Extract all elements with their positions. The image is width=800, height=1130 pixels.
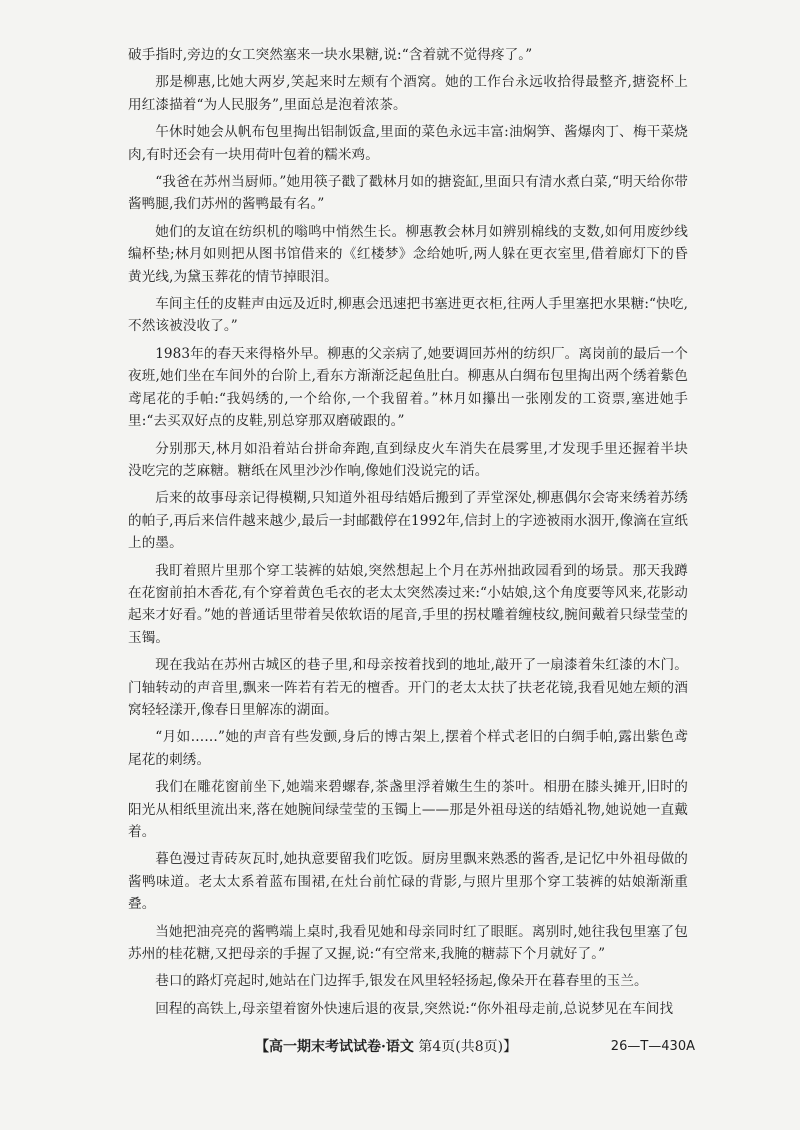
paragraph-12: “月如……”她的声音有些发颤,身后的博古架上,摆着个样式老旧的白绸手帕,露出紫色鸢尾花的刺绣。 <box>128 729 688 768</box>
paragraph-14: 暮色漫过青砖灰瓦时,她执意要留我们吃饭。厨房里飘来熟悉的酱香,是记忆中外祖母做的酱鸭味道。老太太系着蓝布围裙,在灶台前忙碌的背影,与照片里那个穿工装裤的姑娘渐渐重叠。 <box>128 851 688 913</box>
paragraph-3: 午休时她会从帆布包里掏出铝制饭盒,里面的菜色永远丰富:油焖笋、酱爆肉丁、梅干菜烧肉,有时还会有一块用荷叶包着的糯米鸡。 <box>128 124 688 163</box>
exam-code: 26—T—430A <box>610 1038 695 1054</box>
paragraph-9: 后来的故事母亲记得模糊,只知道外祖母结婚后搬到了弄堂深处,柳惠偶尔会寄来绣着苏绣的帕子,再后来信件越来越少,最后一封邮戳停在1992年,信封上的字迹被雨水洇开,像滴在宣纸上的墨。 <box>128 490 688 552</box>
paragraph-7: 1983年的春天来得格外早。柳惠的父亲病了,她要调回苏州的纺织厂。离岗前的最后一个夜班,她们坐在车间外的台阶上,看东方渐渐泛起鱼肚白。柳惠从白绸布包里掏出两个绣着紫色鸢尾花的手帕:“我妈绣的,一个给你,一个我留着。”林月如攥出一张刚发的工资票,塞进她手里:“去买双好点的皮鞋,别总穿那双磨破跟的。” <box>128 345 688 430</box>
paragraph-2: 那是柳惠,比她大两岁,笑起来时左颊有个酒窝。她的工作台永远收拾得最整齐,搪瓷杯上用红漆描着“为人民服务”,里面总是泡着浓茶。 <box>128 74 688 113</box>
page-number: 第4页(共8页)】 <box>418 1039 518 1055</box>
paragraph-4: “我爸在苏州当厨师。”她用筷子戳了戳林月如的搪瓷缸,里面只有清水煮白菜,“明天给你带酱鸭腿,我们苏州的酱鸭最有名。” <box>128 174 688 213</box>
paragraph-13: 我们在雕花窗前坐下,她端来碧螺春,茶盏里浮着嫩生生的茶叶。相册在膝头摊开,旧时的阳光从相纸里流出来,落在她腕间绿莹莹的玉镯上——那是外祖母送的结婚礼物,她说她一直戴着。 <box>128 779 688 840</box>
paragraph-16: 巷口的路灯亮起时,她站在门边挥手,银发在风里轻轻扬起,像朵开在暮春里的玉兰。 <box>155 973 648 990</box>
paragraph-15: 当她把油亮亮的酱鸭端上桌时,我看见她和母亲同时红了眼眶。离别时,她往我包里塞了包苏州的桂花糖,又把母亲的手握了又握,说:“有空常来,我腌的糖蒜下个月就好了。” <box>128 923 688 963</box>
document-body <box>128 44 688 1025</box>
paragraph-5: 她们的友谊在纺织机的嗡鸣中悄然生长。柳惠教会林月如辨别棉线的支数,如何用废纱线编杯垫;林月如则把从图书馆借来的《红楼梦》念给她听,两人躲在更衣室里,借着廊灯下的昏黄光线,为黛玉葬花的情节掉眼泪。 <box>128 223 688 285</box>
footer-label <box>255 1036 517 1056</box>
page-footer <box>255 1036 695 1056</box>
paragraph-8: 分别那天,林月如沿着站台拼命奔跑,直到绿皮火车消失在晨雾里,才发现手里还握着半块没吃完的芝麻糖。糖纸在风里沙沙作响,像她们没说完的话。 <box>128 440 688 479</box>
paragraph-10: 我盯着照片里那个穿工装裤的姑娘,突然想起上个月在苏州拙政园看到的场景。那天我蹲在花窗前拍木香花,有个穿着黄色毛衣的老太太突然凑过来:“小姑娘,这个角度要等风来,花影动起来才好看。”她的普通话里带着吴侬软语的尾音,手里的拐杖雕着缠枝纹,腕间戴着只绿莹莹的玉镯。 <box>128 562 688 646</box>
paragraph-17: 回程的高铁上,母亲望着窗外快速后退的夜景,突然说:“你外祖母走前,总说梦见在车间找 <box>155 1000 674 1017</box>
paragraph-11: 现在我站在苏州古城区的巷子里,和母亲按着找到的地址,敲开了一扇漆着朱红漆的木门。门轴转动的声音里,飘来一阵若有若无的檀香。开门的老太太扶了扶老花镜,我看见她左颊的酒窝轻轻漾开,像春日里解冻的湖面。 <box>128 657 688 718</box>
paragraph-6: 车间主任的皮鞋声由远及近时,柳惠会迅速把书塞进更衣柜,往两人手里塞把水果糖:“快吃,不然该被没收了。” <box>128 296 688 335</box>
paragraph-1: 破手指时,旁边的女工突然塞来一块水果糖,说:“含着就不觉得疼了。” <box>128 47 533 63</box>
exam-title: 【高一期末考试试卷·语文 <box>255 1039 414 1055</box>
